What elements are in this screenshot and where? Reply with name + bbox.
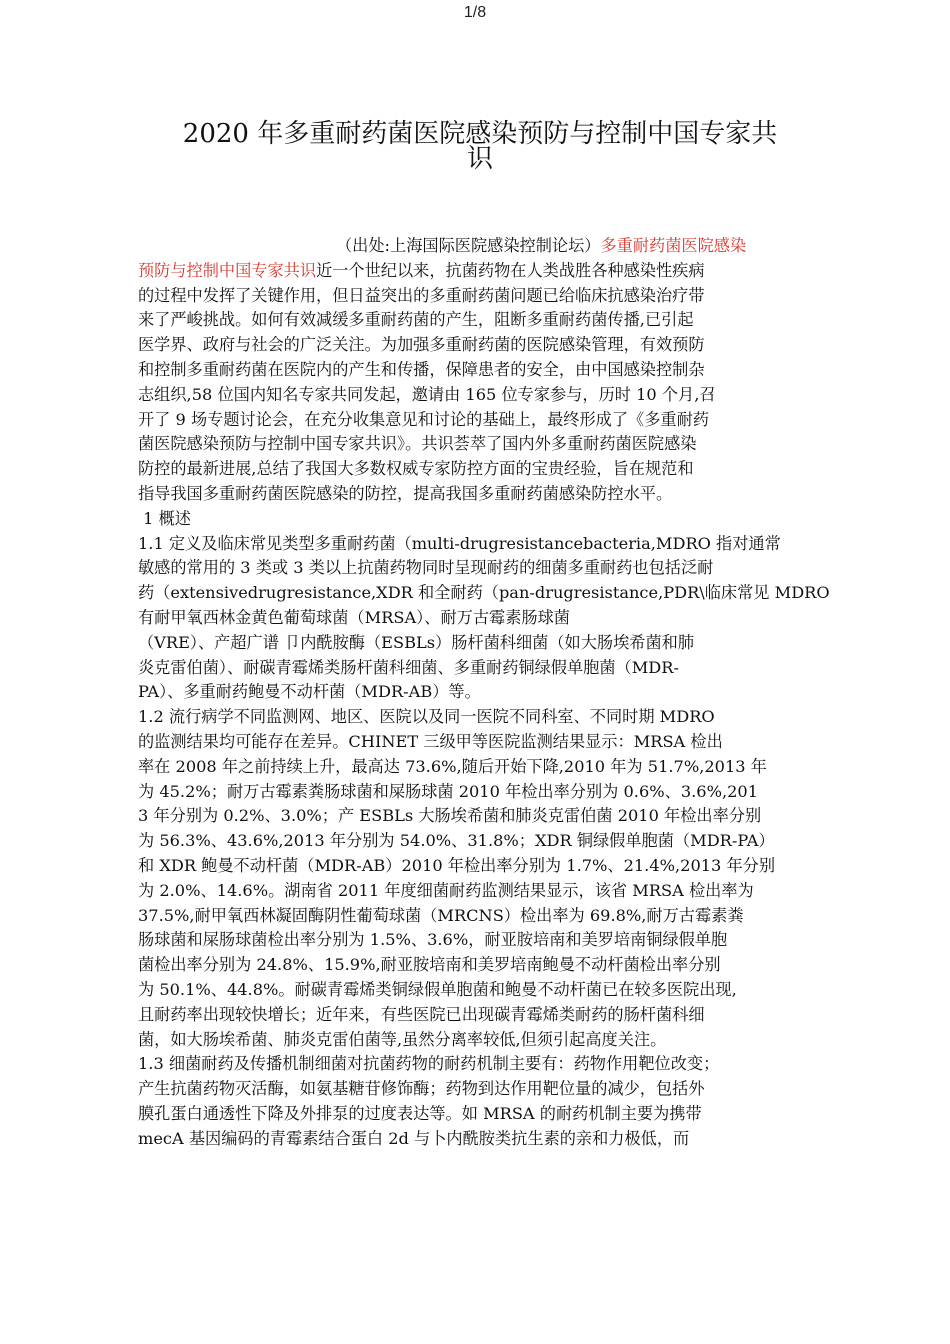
document-body [138, 234, 830, 1151]
intro-line: 指导我国多重耐药菌医院感染的防控，提高我国多重耐药菌感染防控水平。 [138, 483, 673, 503]
s11-line: PA）、多重耐药鲍曼不动杆菌（MDR-AB）等。 [138, 682, 481, 702]
s12-line: 为 45.2%；耐万古霉素粪肠球菌和屎肠球菌 2010 年检出率分别为 0.6%、3.6%,201 [138, 781, 758, 801]
s12-line: 肠球菌和屎肠球菌检出率分别为 1.5%、3.6%，耐亚胺培南和美罗培南铜绿假单胞 [138, 930, 728, 950]
s12-line: 3 年分别为 0.2%、3.0%；产 ESBLs 大肠埃希菌和肺炎克雷伯菌 2010 年检出率分别 [138, 806, 762, 826]
title-line: 2020 年多重耐药菌医院感染预防与控制中国专家共 [182, 119, 778, 149]
s12-line: 菌检出率分别为 24.8%、15.9%,耐亚胺培南和美罗培南鲍曼不动杆菌检出率分别 [138, 955, 721, 975]
intro-line: 志组织,58 位国内知名专家共同发起，邀请由 165 位专家参与，历时 10 个月,召 [138, 384, 716, 404]
s11-line: 1.1 定义及临床常见类型多重耐药菌（multi-drugresistancebacteria,MDRO 指对通常 [138, 533, 781, 553]
section-heading: 1 概述 [138, 508, 191, 528]
title-link[interactable]: 多重耐药菌医院感染 [600, 236, 747, 255]
s13-line: mecA 基因编码的青霉素结合蛋白 2d 与卜内酰胺类抗生素的亲和力极低，而 [138, 1128, 690, 1148]
intro-line: 和控制多重耐药菌在医院内的产生和传播，保障患者的安全，由中国感染控制杂 [138, 359, 705, 379]
s12-line: 1.2 流行病学不同监测网、地区、医院以及同一医院不同科室、不同时期 MDRO [138, 707, 715, 727]
s11-line: 敏感的常用的 3 类或 3 类以上抗菌药物同时呈现耐药的细菌多重耐药也包括泛耐 [138, 558, 714, 578]
s11-line: 炎克雷伯菌）、耐碳青霉烯类肠杆菌科细菌、多重耐药铜绿假单胞菌（MDR- [138, 657, 679, 677]
page-number: 1/8 [463, 4, 487, 21]
title-line: 识 [466, 143, 493, 174]
s11-line: 有耐甲氧西林金黄色葡萄球菌（MRSA）、耐万古霉素肠球菌 [138, 607, 570, 627]
title-link[interactable]: 预防与控制中国专家共识 [138, 260, 317, 280]
intro-line: 医学界、政府与社会的广泛关注。为加强多重耐药菌的医院感染管理，有效预防 [138, 335, 705, 355]
intro-line: 来了严峻挑战。如何有效减缓多重耐药菌的产生，阻断多重耐药菌传播,已引起 [138, 310, 694, 330]
source-note: （出处:上海国际医院感染控制论坛） [336, 236, 601, 255]
intro-line [138, 234, 818, 259]
s12-line: 为 50.1%、44.8%。耐碳青霉烯类铜绿假单胞菌和鲍曼不动杆菌已在较多医院出现, [138, 979, 737, 999]
s12-line: 和 XDR 鲍曼不动杆菌（MDR-AB）2010 年检出率分别为 1.7%、21.4%,2013 年分别 [138, 855, 776, 875]
intro-line: 开了 9 场专题讨论会，在充分收集意见和讨论的基础上，最终形成了《多重耐药 [138, 409, 709, 429]
intro-text: 近一个世纪以来，抗菌药物在人类战胜各种感染性疾病 [316, 260, 705, 280]
s12-line: 菌，如大肠埃希菌、肺炎克雷伯菌等,虽然分离率较低,但须引起高度关注。 [138, 1029, 667, 1049]
intro-line: 的过程中发挥了关键作用，但日益突出的多重耐药菌问题已给临床抗感染治疗带 [138, 285, 705, 305]
intro-line: 菌医院感染预防与控制中国专家共识》。共识荟萃了国内外多重耐药菌医院感染 [138, 434, 697, 454]
s13-line: 1.3 细菌耐药及传播机制细菌对抗菌药物的耐药机制主要有：药物作用靶位改变； [138, 1054, 720, 1074]
s13-line: 产生抗菌药物灭活酶，如氨基糖苷修饰酶；药物到达作用靶位量的减少，包括外 [138, 1079, 705, 1099]
s12-line: 且耐药率出现较快增长；近年来，有些医院已出现碳青霉烯类耐药的肠杆菌科细 [138, 1004, 705, 1024]
intro-line: 防控的最新进展,总结了我国大多数权威专家防控方面的宝贵经验，旨在规范和 [138, 459, 694, 479]
s11-line: 药（extensivedrugresistance,XDR 和全耐药（pan-drugresistance,PDR\临床常见 MDRO [138, 583, 830, 603]
document-title [140, 110, 820, 174]
s12-line: 为 2.0%、14.6%。湖南省 2011 年度细菌耐药监测结果显示，该省 MRSA 检出率为 [138, 880, 754, 900]
s11-line: （VRE）、产超广谱 卩内酰胺酶（ESBLs）肠杆菌科细菌（如大肠埃希菌和肺 [138, 632, 695, 652]
s12-line: 率在 2008 年之前持续上升，最高达 73.6%,随后开始下降,2010 年为 51.7%,2013 年 [138, 756, 767, 776]
s12-line: 的监测结果均可能存在差异。CHINET 三级甲等医院监测结果显示：MRSA 检出 [138, 731, 723, 751]
s12-line: 37.5%,耐甲氧西林凝固酶阴性葡萄球菌（MRCNS）检出率为 69.8%,耐万古霉素粪 [138, 905, 744, 925]
s13-line: 膜孔蛋白通透性下降及外排泵的过度表达等。如 MRSA 的耐药机制主要为携带 [138, 1103, 702, 1123]
s12-line: 为 56.3%、43.6%,2013 年分别为 54.0%、31.8%；XDR 铜绿假单胞菌（MDR-PA） [138, 831, 775, 851]
intro-line [138, 259, 818, 284]
